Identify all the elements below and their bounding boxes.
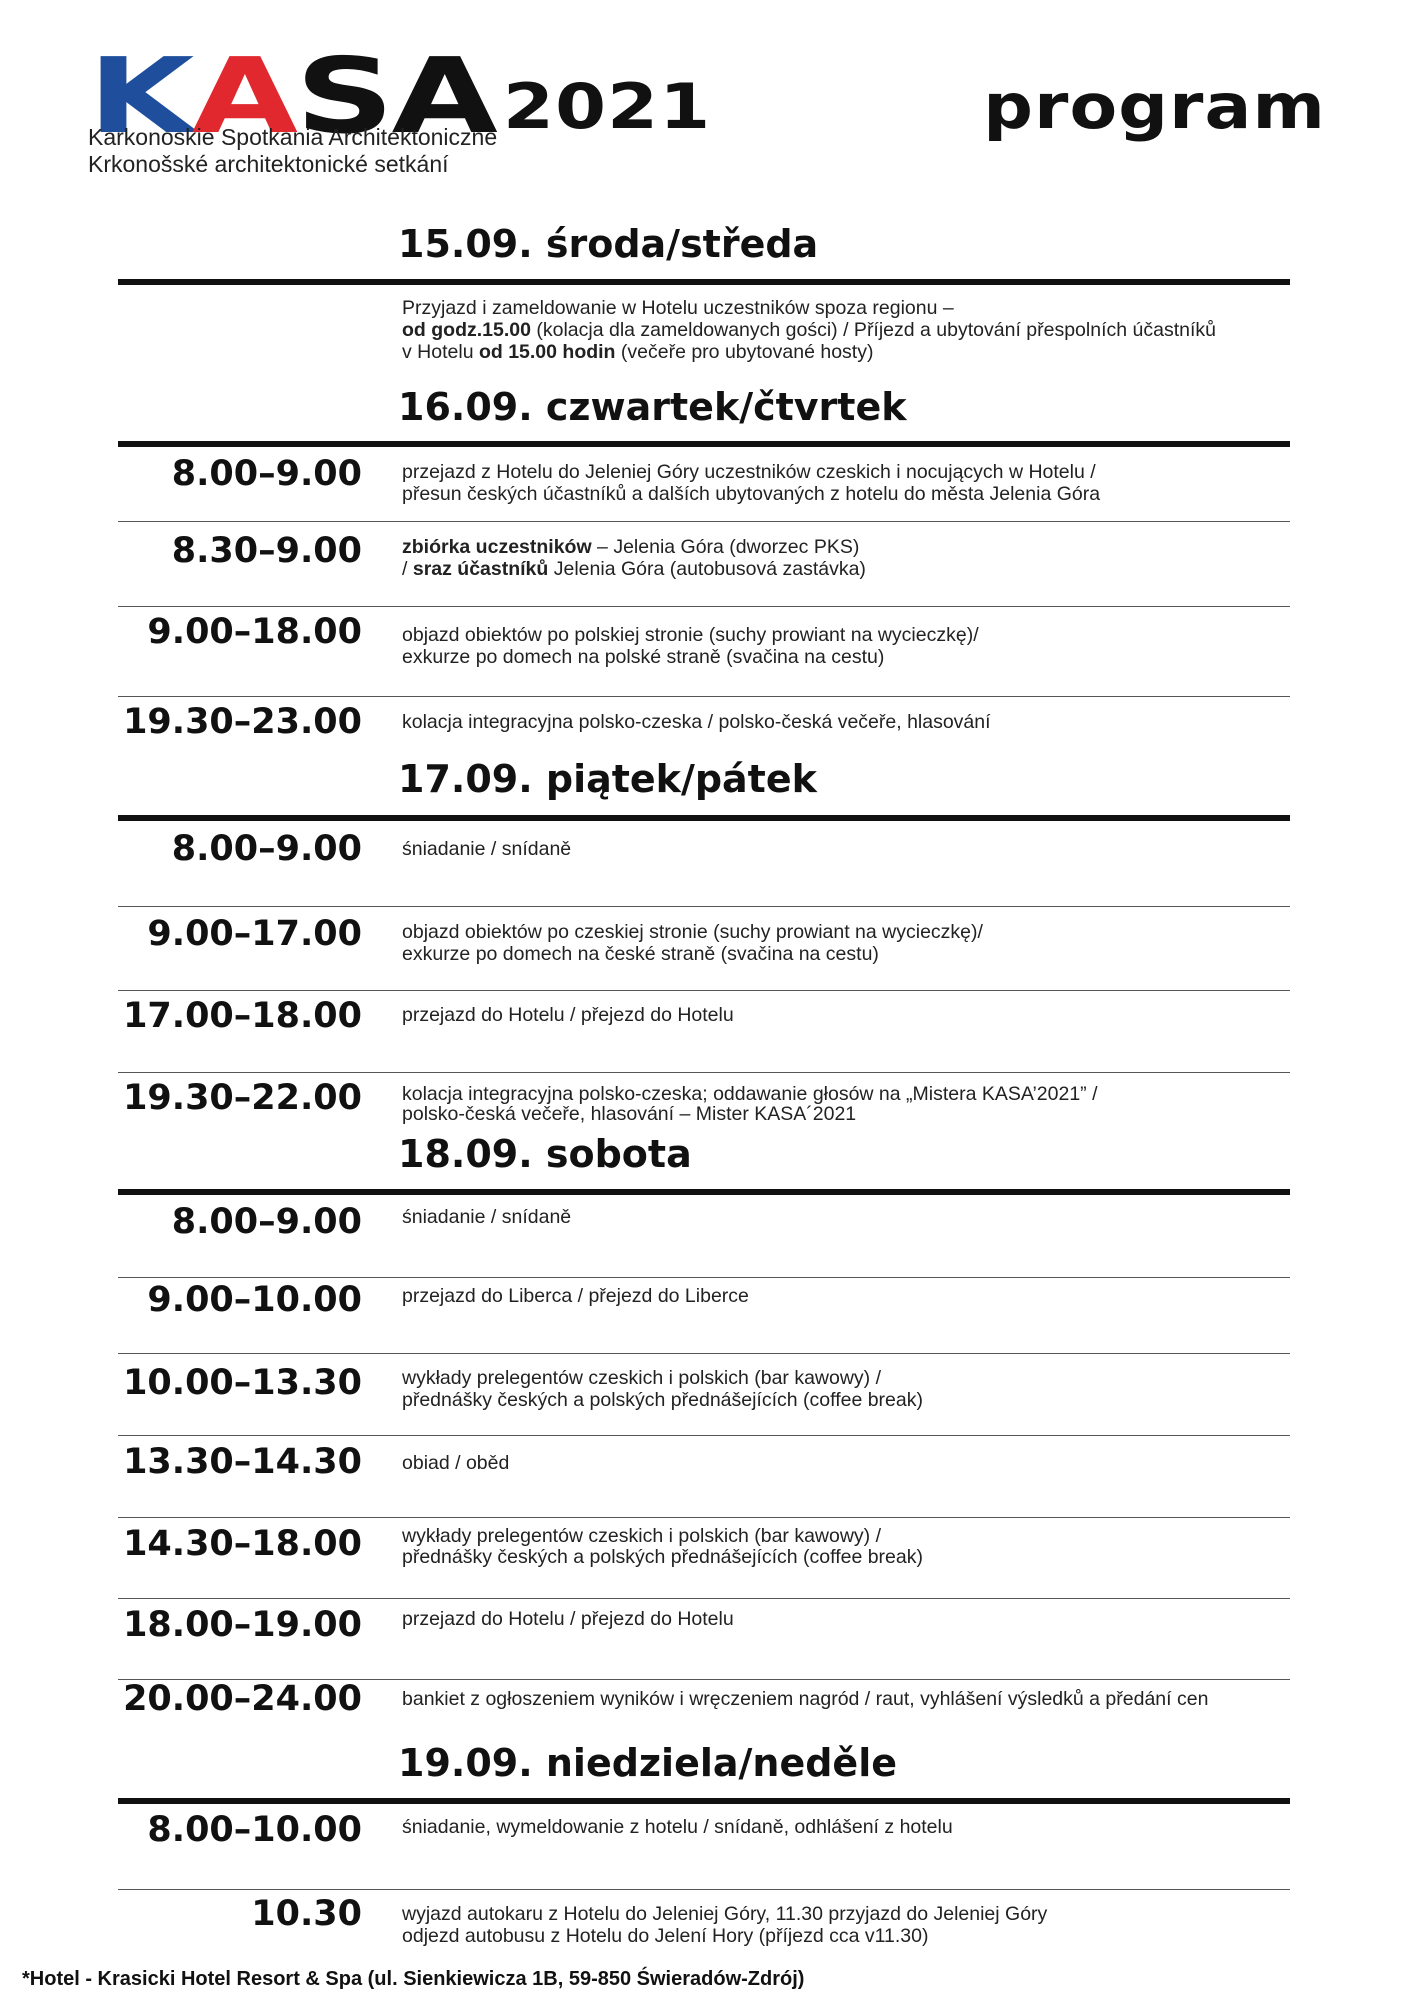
row-divider xyxy=(118,1598,1290,1599)
event-description: obiad / oběd xyxy=(402,1452,510,1474)
event-description: kolacja integracyjna polsko-czeska / polsko-česká večeře, hlasování xyxy=(402,711,991,733)
row-divider xyxy=(118,1072,1290,1073)
event-time: 9.00–17.00 xyxy=(147,914,362,954)
row-divider xyxy=(118,1435,1290,1436)
event-description: objazd obiektów po polskiej stronie (suchy prowiant na wycieczkę)/ exkurze po domech na polské straně (svačina na cestu) xyxy=(402,624,979,668)
kasa-logo xyxy=(88,35,728,184)
event-description: wykłady prelegentów czeskich i polskich (bar kawowy) / přednášky českých a polských přednášejících (coffee break) xyxy=(402,1367,923,1411)
logo-year: 2021 xyxy=(503,70,712,143)
day-divider xyxy=(118,815,1290,821)
day-divider xyxy=(118,1798,1290,1804)
event-time: 17.00–18.00 xyxy=(123,996,362,1036)
event-time: 8.00–9.00 xyxy=(171,1202,362,1242)
event-description: kolacja integracyjna polsko-czeska; oddawanie głosów na „Mistera KASA’2021” / polsko-česká večeře, hlasování – Mister KASA´2021 xyxy=(402,1083,1098,1125)
row-divider xyxy=(118,1889,1290,1890)
day-divider xyxy=(118,441,1290,447)
event-description: przejazd do Liberca / přejezd do Liberce xyxy=(402,1285,749,1307)
event-time: 20.00–24.00 xyxy=(123,1679,362,1719)
event-time: 9.00–18.00 xyxy=(147,612,362,652)
event-time: 19.30–23.00 xyxy=(123,702,362,742)
row-divider xyxy=(118,906,1290,907)
event-description: zbiórka uczestników – Jelenia Góra (dworzec PKS) / sraz účastníků Jelenia Góra (autobusová zastávka) xyxy=(402,536,866,580)
event-time: 8.00–10.00 xyxy=(147,1810,362,1850)
event-description: przejazd do Hotelu / přejezd do Hotelu xyxy=(402,1004,734,1026)
row-divider xyxy=(118,1277,1290,1278)
row-divider xyxy=(118,606,1290,607)
program-heading: program xyxy=(983,70,1326,143)
day-heading-2: 16.09. czwartek/čtvrtek xyxy=(398,385,907,429)
logo-subtitle-cz: Krkonošské architektonické setkání xyxy=(88,151,449,177)
event-description: śniadanie / snídaně xyxy=(402,838,572,860)
row-divider xyxy=(118,696,1290,697)
day-heading-1: 15.09. środa/středa xyxy=(398,222,819,266)
day1-description: Przyjazd i zameldowanie w Hotelu uczestników spoza regionu – od godz.15.00 (kolacja dla zameldowanych gości) / Příjezd a ubytování přespolních účastníků v Hotelu od 15.00 hodin (večeře pro ubytované hosty) xyxy=(402,297,1216,363)
event-description: śniadanie / snídaně xyxy=(402,1206,572,1228)
event-time: 13.30–14.30 xyxy=(123,1442,362,1482)
event-description: przejazd z Hotelu do Jeleniej Góry uczestników czeskich i nocujących w Hotelu / přesun českých účastníků a dalších ubytovaných z hotelu do města Jelenia Góra xyxy=(402,461,1101,505)
day-heading-4: 18.09. sobota xyxy=(398,1132,692,1176)
row-divider xyxy=(118,990,1290,991)
day-heading-3: 17.09. piątek/pátek xyxy=(398,757,817,801)
event-time: 8.00–9.00 xyxy=(171,829,362,869)
day-divider xyxy=(118,279,1290,285)
row-divider xyxy=(118,1353,1290,1354)
event-description: przejazd do Hotelu / přejezd do Hotelu xyxy=(402,1608,734,1630)
event-description: bankiet z ogłoszeniem wyników i wręczeniem nagród / raut, vyhlášení výsledků a předání cen xyxy=(402,1688,1209,1710)
event-time: 9.00–10.00 xyxy=(147,1280,362,1320)
event-time: 19.30–22.00 xyxy=(123,1078,362,1118)
day-heading-5: 19.09. niedziela/neděle xyxy=(398,1741,897,1785)
event-time: 10.00–13.30 xyxy=(123,1363,362,1403)
logo-wordmark: KASA xyxy=(88,35,496,157)
event-time: 10.30 xyxy=(251,1894,362,1934)
event-description: wyjazd autokaru z Hotelu do Jeleniej Góry, 11.30 przyjazd do Jeleniej Góry odjezd autobusu z Hotelu do Jelení Hory (příjezd cca v11.30) xyxy=(402,1903,1048,1947)
event-description: wykłady prelegentów czeskich i polskich (bar kawowy) / přednášky českých a polských přednášejících (coffee break) xyxy=(402,1525,923,1568)
event-time: 8.30–9.00 xyxy=(171,531,362,571)
footer-note: *Hotel - Krasicki Hotel Resort & Spa (ul. Sienkiewicza 1B, 59-850 Świeradów-Zdrój) xyxy=(22,1968,805,1990)
logo-subtitle-pl: Karkonoskie Spotkania Architektoniczne xyxy=(88,124,498,150)
event-time: 18.00–19.00 xyxy=(123,1605,362,1645)
event-description: objazd obiektów po czeskiej stronie (suchy prowiant na wycieczkę)/ exkurze po domech na české straně (svačina na cestu) xyxy=(402,921,983,965)
event-time: 8.00–9.00 xyxy=(171,454,362,494)
day-divider xyxy=(118,1189,1290,1195)
row-divider xyxy=(118,521,1290,522)
event-time: 14.30–18.00 xyxy=(123,1524,362,1564)
event-description: śniadanie, wymeldowanie z hotelu / snídaně, odhlášení z hotelu xyxy=(402,1816,953,1838)
row-divider xyxy=(118,1517,1290,1518)
